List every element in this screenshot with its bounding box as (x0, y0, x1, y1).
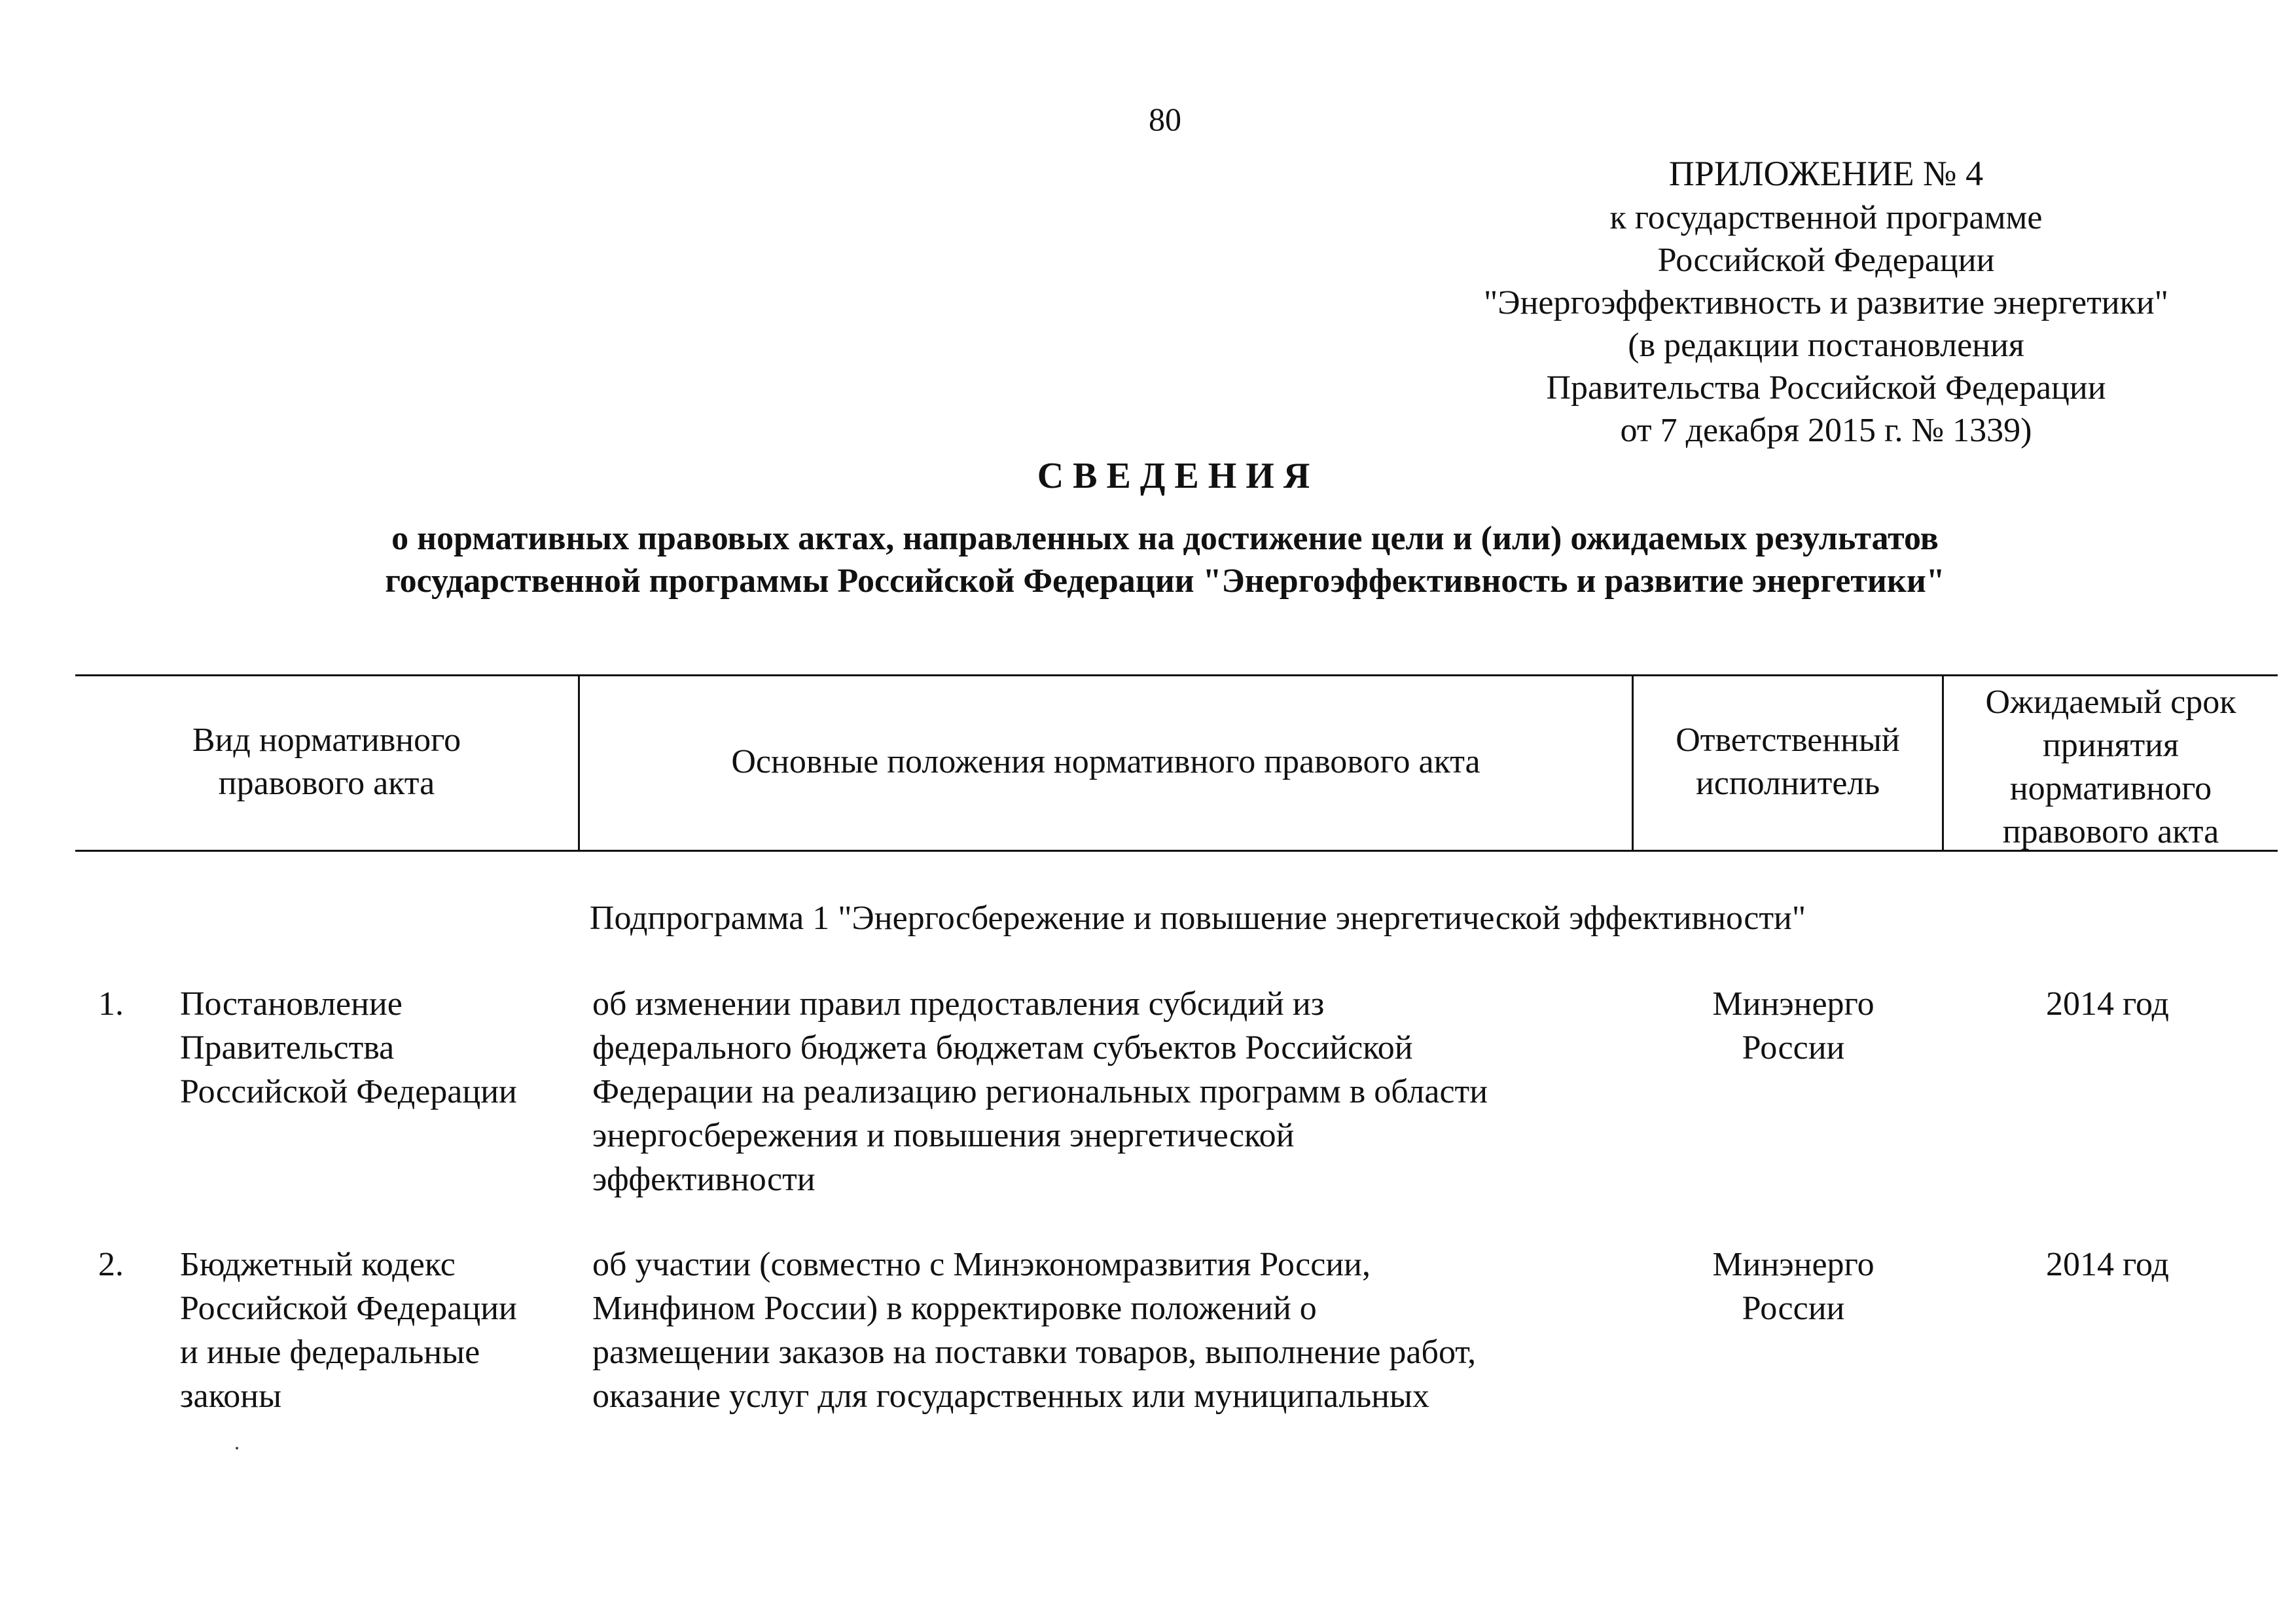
row-kind (180, 1243, 586, 1418)
document-subtitle (157, 517, 2173, 602)
annex-block (1401, 151, 2251, 452)
row-provisions-line: об участии (совместно с Минэкономразвития России, (592, 1246, 1371, 1283)
subtitle-line: о нормативных правовых актах, направленных на достижение цели и (или) ожидаемых результатов (391, 520, 1939, 557)
header-provisions (580, 674, 1632, 850)
header-kind (75, 674, 578, 850)
page-number: 80 (1149, 101, 1181, 137)
header-term-line: принятия (2043, 727, 2179, 764)
annex-line: (в редакции постановления (1628, 327, 2024, 364)
header-executor-line: исполнитель (1695, 765, 1880, 802)
row-provisions-line: энергосбережения и повышения энергетической (592, 1117, 1295, 1154)
row-provisions-line: федерального бюджета бюджетам субъектов Российской (592, 1029, 1413, 1067)
row-kind-line: законы (180, 1377, 282, 1415)
row-kind-line: Российской Федерации (180, 1290, 517, 1327)
row-executor-line: России (1742, 1029, 1845, 1067)
header-term-line: Ожидаемый срок (1985, 684, 2236, 721)
row-kind-line: и иные федеральные (180, 1334, 480, 1371)
row-term-line: 2014 год (2046, 1246, 2169, 1283)
row-provisions (592, 1243, 1633, 1418)
annex-title: ПРИЛОЖЕНИЕ № 4 (1668, 154, 1984, 193)
header-term (1944, 676, 2278, 859)
subprogram-heading: Подпрограмма 1 "Энергосбережение и повышение энергетической эффективности" (589, 900, 1806, 937)
row-kind-line: Российской Федерации (180, 1073, 517, 1110)
row-kind-line: Правительства (180, 1029, 395, 1067)
row-kind (180, 982, 586, 1114)
row-provisions-line: размещении заказов на поставки товаров, выполнение работ, (592, 1334, 1477, 1371)
row-kind-line: Бюджетный кодекс (180, 1246, 456, 1283)
row-provisions-line: об изменении правил предоставления субсидий из (592, 985, 1325, 1023)
row-term (1964, 1243, 2251, 1286)
row-executor (1656, 1243, 1931, 1330)
scan-speck (236, 1447, 238, 1450)
row-term-line: 2014 год (2046, 985, 2169, 1023)
annex-line: от 7 декабря 2015 г. № 1339) (1620, 412, 2032, 449)
header-executor (1634, 674, 1942, 850)
row-executor-line: России (1742, 1290, 1845, 1327)
row-number: 1. (98, 985, 124, 1023)
row-executor-line: Минэнерго (1712, 985, 1874, 1023)
row-executor (1656, 982, 1931, 1070)
row-number: 2. (98, 1246, 124, 1283)
subtitle-line: государственной программы Российской Федерации "Энергоэффективность и развитие энергетики" (385, 562, 1945, 600)
row-provisions-line: Федерации на реализацию региональных программ в области (592, 1073, 1488, 1110)
row-executor-line: Минэнерго (1712, 1246, 1874, 1283)
annex-line: Правительства Российской Федерации (1546, 369, 2106, 407)
row-provisions-line: оказание услуг для государственных или муниципальных (592, 1377, 1429, 1415)
header-term-line: правового акта (2002, 813, 2219, 850)
annex-line: к государственной программе (1609, 199, 2043, 236)
header-term-line: нормативного (2009, 770, 2212, 807)
row-term (1964, 982, 2251, 1026)
row-kind-line: Постановление (180, 985, 403, 1023)
header-provisions-line: Основные положения нормативного правового акта (731, 743, 1480, 780)
annex-line: "Энергоэффективность и развитие энергетики" (1484, 284, 2168, 321)
header-kind-line: Вид нормативного (192, 721, 461, 759)
document-title: СВЕДЕНИЯ (1037, 456, 1319, 496)
row-provisions-line: Минфином России) в корректировке положений о (592, 1290, 1317, 1327)
annex-line: Российской Федерации (1657, 242, 1995, 279)
header-kind-line: правового акта (218, 765, 435, 802)
row-provisions (592, 982, 1633, 1201)
row-provisions-line: эффективности (592, 1161, 816, 1198)
header-executor-line: Ответственный (1676, 721, 1900, 759)
